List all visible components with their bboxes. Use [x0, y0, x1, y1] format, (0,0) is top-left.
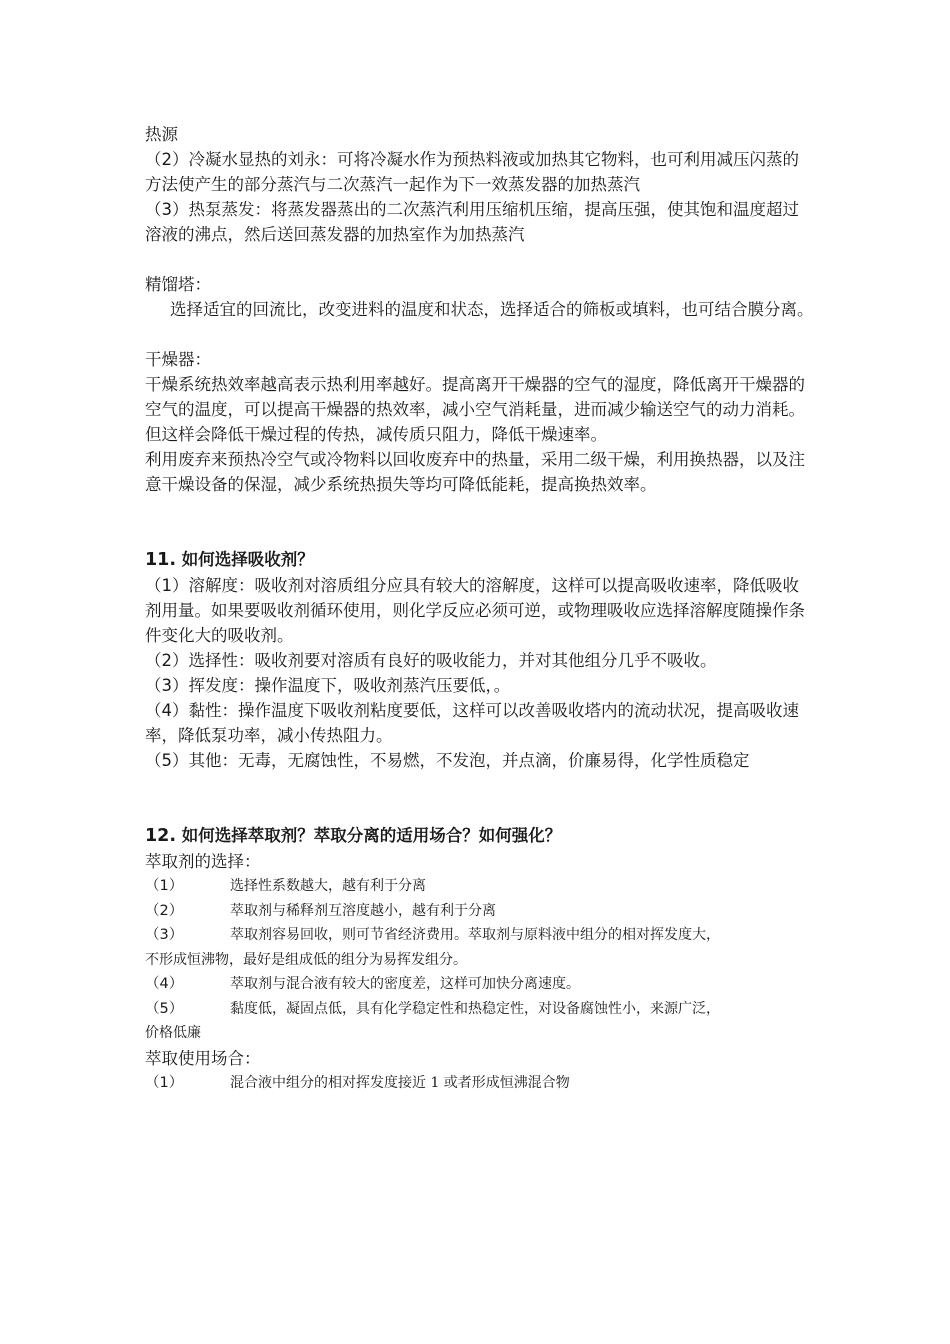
spacer: [145, 773, 815, 823]
question-number: 12.: [145, 826, 177, 846]
item-index: （5）: [145, 1000, 184, 1017]
item-index: （3）: [145, 927, 184, 943]
question-title: 如何选择萃取剂？萃取分离的适用场合？如何强化？: [176, 826, 562, 845]
extractant-item: [145, 923, 815, 948]
heat-source-line: 热源: [145, 125, 178, 144]
spacer: [145, 322, 815, 347]
absorbent-item: （5）其他：无毒，无腐蚀性，不易燃，不发泡，并点滴，价廉易得，化学性质稳定: [145, 751, 750, 770]
item-text: 黏度低，凝固点低，具有化学稳定性和热稳定性，对设备腐蚀性小，来源广泛，: [230, 1000, 720, 1017]
document-page: [145, 122, 815, 1095]
extractant-item: [145, 997, 815, 1022]
spacer: [145, 247, 815, 272]
absorbent-item: （4）黏性：操作温度下吸收剂粘度要低，这样可以改善吸收塔内的流动状况，提高吸收速率，降低泵功率，减小传热阻力。: [145, 701, 799, 745]
item-text: 选择性系数越大，越有利于分离: [230, 878, 426, 894]
extractant-item: [145, 874, 815, 899]
question-12-heading: [145, 823, 815, 849]
item-index: （1）: [145, 1074, 184, 1091]
dryer-title: 干燥器：: [145, 350, 211, 369]
item-continuation: 不形成恒沸物，最好是组成低的组分为易挥发组分。: [145, 951, 467, 968]
item-index: （2）: [145, 902, 184, 919]
item-continuation: 价格低廉: [145, 1025, 201, 1041]
spacer: [145, 497, 815, 547]
distillation-text: 选择适宜的回流比，改变进料的温度和状态，选择适合的筛板或填料，也可结合膜分离。: [170, 300, 814, 319]
question-11-heading: [145, 547, 815, 573]
item-text: 萃取剂容易回收，则可节省经济费用。萃取剂与原料液中组分的相对挥发度大，: [230, 927, 720, 943]
item-text: 混合液中组分的相对挥发度接近 1 或者形成恒沸混合物: [230, 1074, 570, 1091]
absorbent-item: （2）选择性：吸收剂要对溶质有良好的吸收能力，并对其他组分几乎不吸收。: [145, 651, 717, 670]
dryer-paragraph-1: 干燥系统热效率越高表示热利用率越好。提高离开干燥器的空气的湿度，降低离开干燥器的空气的温度，可以提高干燥器的热效率，减小空气消耗量，进而减少输送空气的动力消耗。但这样会降低干燥过程的传热，减传质只阻力，降低干燥速率。: [145, 375, 805, 444]
usage-item: [145, 1071, 815, 1096]
item-index: （1）: [145, 878, 184, 894]
item-text: 萃取剂与稀释剂互溶度越小，越有利于分离: [230, 902, 496, 919]
extractant-item: [145, 899, 815, 924]
dryer-paragraph-2: 利用废弃来预热冷空气或冷物料以回收废弃中的热量，采用二级干燥，利用换热器，以及注意干燥设备的保湿，减少系统热损失等均可降低能耗，提高换热效率。: [145, 450, 805, 494]
absorbent-item: （1）溶解度：吸收剂对溶质组分应具有较大的溶解度，这样可以提高吸收速率，降低吸收剂用量。如果要吸收剂循环使用，则化学反应必须可逆，或物理吸收应选择溶解度随操作条件变化大的吸收剂。: [145, 576, 805, 645]
question-number: 11.: [145, 550, 177, 570]
distillation-title: 精馏塔：: [145, 275, 211, 294]
question-title: 如何选择吸收剂？: [176, 550, 314, 569]
item-index: （4）: [145, 976, 184, 992]
evaporation-item-2: （2）冷凝水显热的刘永：可将冷凝水作为预热料液或加热其它物料，也可利用减压闪蒸的方法使产生的部分蒸汽与二次蒸汽一起作为下一效蒸发器的加热蒸汽: [145, 150, 799, 194]
item-text: 萃取剂与混合液有较大的密度差，这样可加快分离速度。: [230, 976, 580, 992]
absorbent-item: （3）挥发度：操作温度下，吸收剂蒸汽压要低，。: [145, 676, 511, 695]
evaporation-item-3: （3）热泵蒸发：将蒸发器蒸出的二次蒸汽利用压缩机压缩，提高压强，使其饱和温度超过溶液的沸点，然后送回蒸发器的加热室作为加热蒸汽: [145, 200, 799, 244]
extraction-usage-title: 萃取使用场合：: [145, 1048, 261, 1068]
extractant-item: [145, 972, 815, 997]
extractant-selection-title: 萃取剂的选择：: [145, 852, 261, 871]
